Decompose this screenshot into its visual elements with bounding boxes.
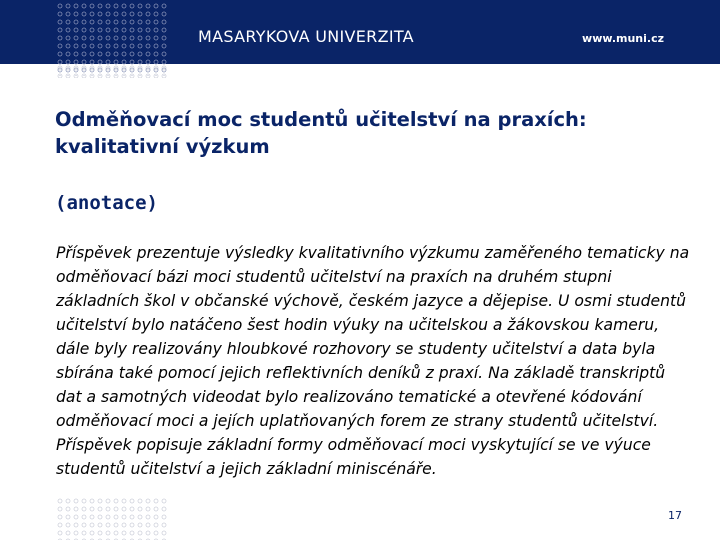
dot-grid-decoration-top: [56, 64, 168, 78]
university-website[interactable]: www.muni.cz: [582, 32, 664, 45]
header-bar: [0, 0, 720, 64]
page-number: 17: [668, 509, 682, 522]
slide-body-text: Příspěvek prezentuje výsledky kvalitativního výzkumu zaměřeného tematicky na odměňovací bázi moci studentů učitelství na praxích na druhém stupni základních škol v občanské výchově, českém jazyce a dějepise. U osmi studentů učitelství bylo natáčeno šest hodin výuky na učitelskou a žákovskou kameru, dále byly realizovány hloubkové rozhovory se studenty učitelství a data byla sbírána také pomocí jejich reflektivních deníků z praxí. Na základě transkriptů dat a samotných videodat bylo realizováno tematické a otevřené kódování odměňovací moci a jejích uplatňovaných forem ze strany studentů učitelství. Příspěvek popisuje základní formy odměňovací moci vyskytující se ve výuce studentů učitelství a jejich základní miniscénáře.: [56, 244, 690, 478]
slide-subtitle: (anotace): [55, 192, 158, 214]
dot-grid-decoration-bottom: [56, 497, 168, 540]
slide-title: Odměňovací moc studentů učitelství na praxích: kvalitativní výzkum: [55, 108, 587, 158]
university-name: MASARYKOVA UNIVERZITA: [198, 27, 414, 46]
